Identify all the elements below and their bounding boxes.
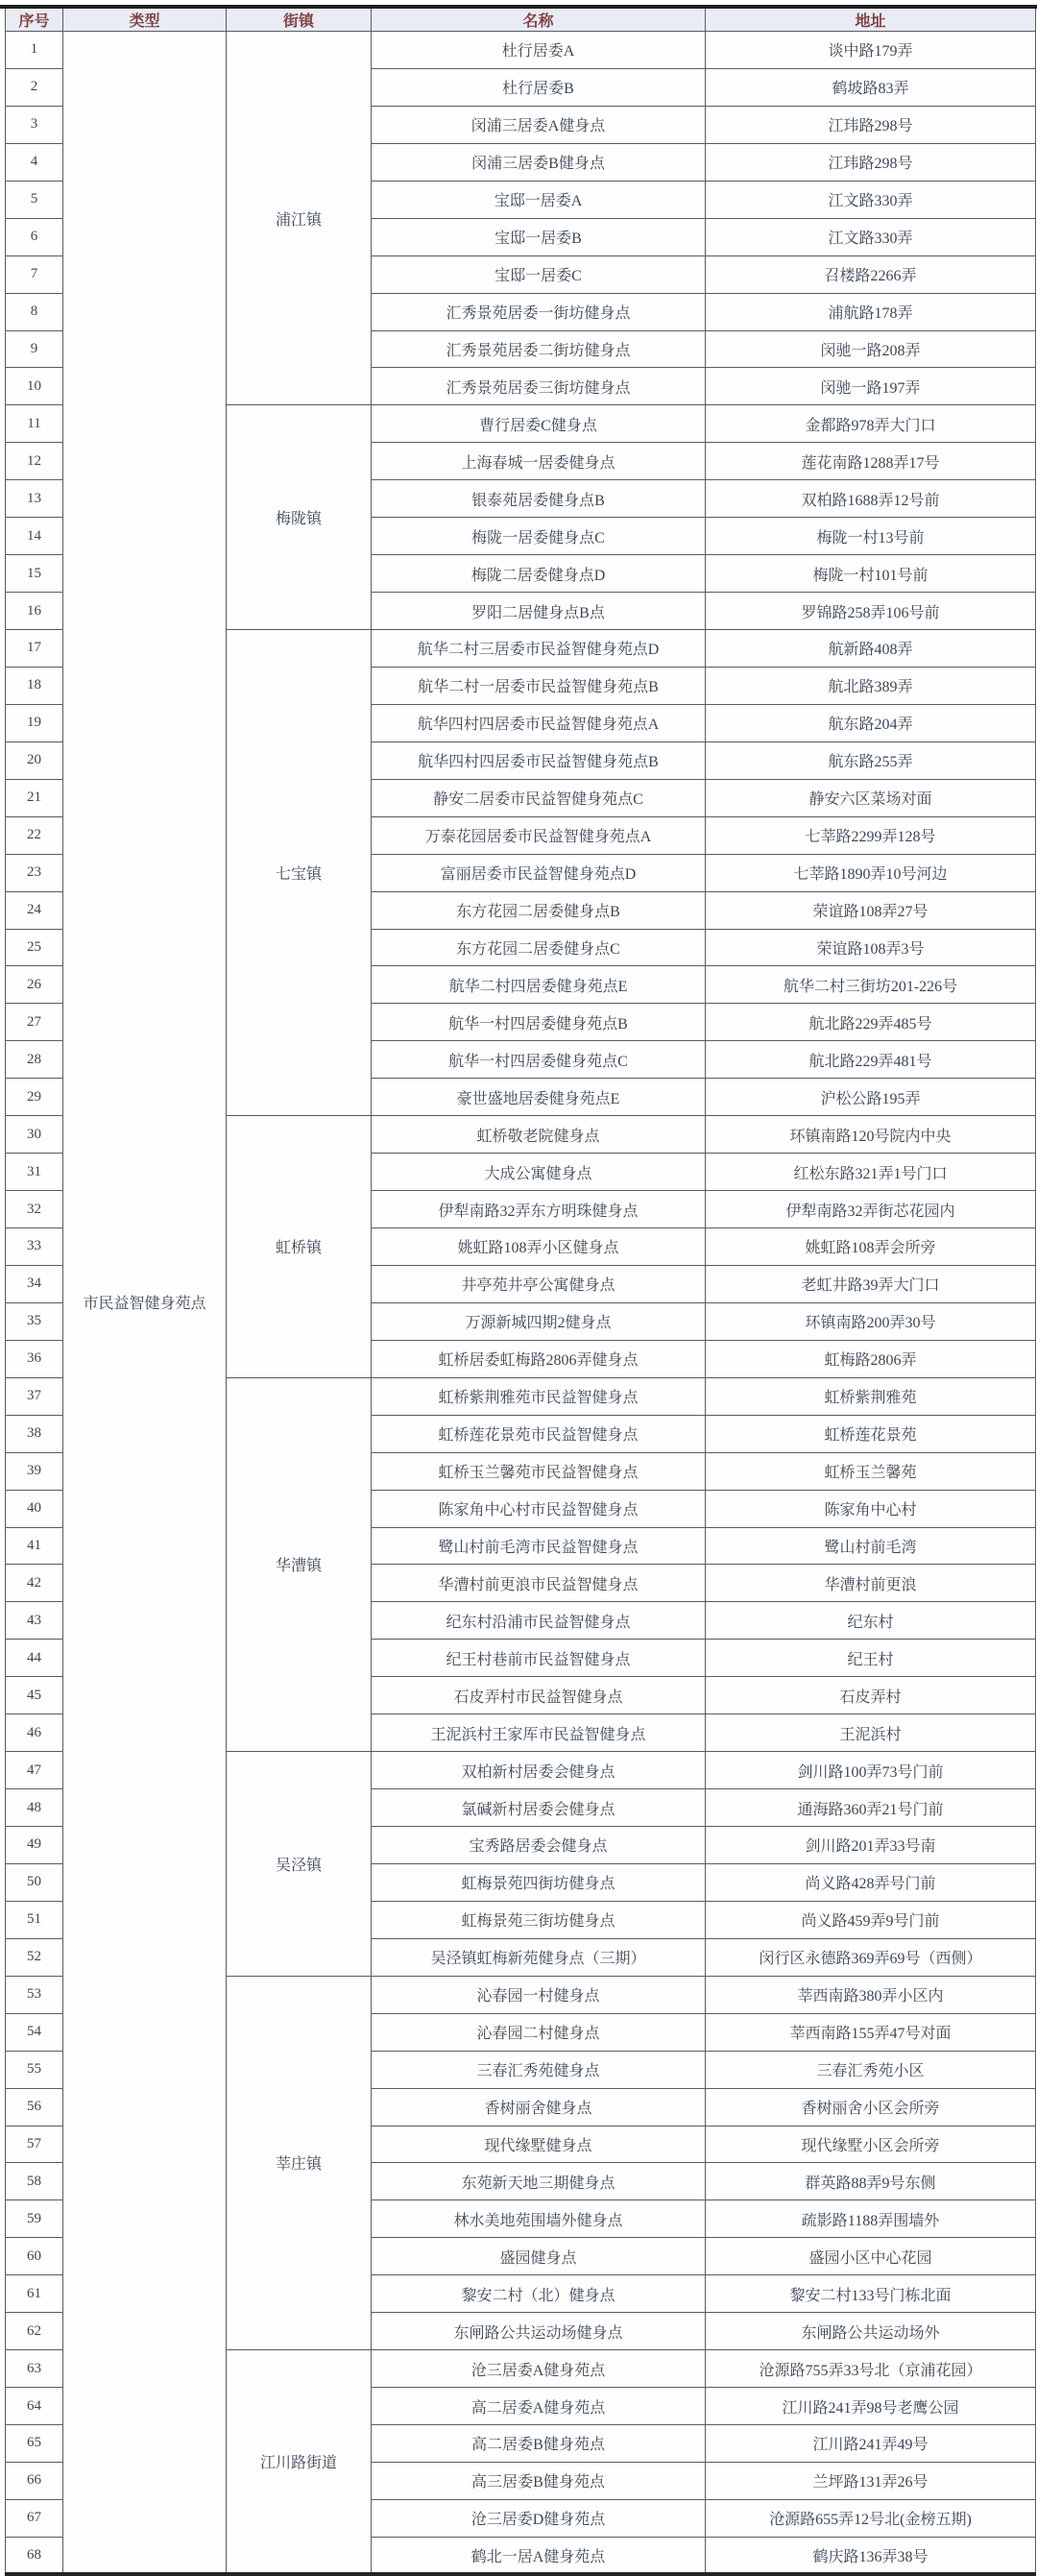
site-name-cell: 伊犁南路32弄东方明珠健身点 bbox=[372, 1191, 706, 1228]
site-name-cell: 高三居委B健身苑点 bbox=[372, 2462, 706, 2499]
site-address-cell: 江川路241弄49号 bbox=[706, 2425, 1036, 2463]
site-name-cell: 吴泾镇虹梅新苑健身点（三期） bbox=[372, 1938, 706, 1976]
site-address-cell: 金都路978弄大门口 bbox=[706, 405, 1036, 443]
row-number-cell: 50 bbox=[6, 1863, 63, 1901]
site-address-cell: 航北路389弄 bbox=[706, 667, 1036, 704]
site-address-cell: 石皮弄村 bbox=[706, 1677, 1036, 1714]
site-name-cell: 石皮弄村市民益智健身点 bbox=[372, 1677, 706, 1714]
site-name-cell: 沧三居委A健身苑点 bbox=[372, 2350, 706, 2388]
site-address-cell: 黎安二村133号门栋北面 bbox=[706, 2275, 1036, 2313]
site-name-cell: 鹭山村前毛湾市民益智健身点 bbox=[372, 1527, 706, 1565]
site-name-cell: 梅陇一居委健身点C bbox=[372, 518, 706, 555]
site-address-cell: 静安六区菜场对面 bbox=[706, 779, 1036, 816]
row-number-cell: 67 bbox=[6, 2499, 63, 2537]
row-number-cell: 52 bbox=[6, 1938, 63, 1976]
site-name-cell: 虹梅景苑四街坊健身点 bbox=[372, 1863, 706, 1901]
site-name-cell: 航华四村四居委市民益智健身苑点A bbox=[372, 704, 706, 741]
site-name-cell: 万源新城四期2健身点 bbox=[372, 1302, 706, 1340]
site-name-cell: 东方花园二居委健身点C bbox=[372, 929, 706, 966]
site-name-cell: 盛园健身点 bbox=[372, 2238, 706, 2275]
site-address-cell: 尚义路428弄号门前 bbox=[706, 1863, 1036, 1901]
row-number-cell: 64 bbox=[6, 2388, 63, 2425]
row-number-cell: 41 bbox=[6, 1527, 63, 1565]
row-number-cell: 65 bbox=[6, 2425, 63, 2463]
site-name-cell: 罗阳二居健身点B点 bbox=[372, 593, 706, 630]
row-number-cell: 28 bbox=[6, 1041, 63, 1079]
row-number-cell: 26 bbox=[6, 966, 63, 1004]
site-address-cell: 荣谊路108弄3号 bbox=[706, 929, 1036, 966]
row-number-cell: 57 bbox=[6, 2126, 63, 2163]
site-address-cell: 梅陇一村101号前 bbox=[706, 555, 1036, 593]
row-number-cell: 66 bbox=[6, 2462, 63, 2499]
table-body bbox=[6, 32, 1036, 2575]
site-address-cell: 虹桥紫荆雅苑 bbox=[706, 1377, 1036, 1415]
site-name-cell: 东闸路公共运动场健身点 bbox=[372, 2313, 706, 2350]
row-number-cell: 27 bbox=[6, 1004, 63, 1041]
site-name-cell: 宝邸一居委C bbox=[372, 255, 706, 293]
site-address-cell: 兰坪路131弄26号 bbox=[706, 2462, 1036, 2499]
column-header-town: 街镇 bbox=[227, 9, 372, 32]
site-address-cell: 纪东村 bbox=[706, 1602, 1036, 1640]
table-row bbox=[6, 32, 1036, 69]
column-header-address: 地址 bbox=[706, 9, 1036, 32]
row-number-cell: 62 bbox=[6, 2313, 63, 2350]
site-address-cell: 陈家角中心村 bbox=[706, 1490, 1036, 1527]
site-name-cell: 双柏新村居委会健身点 bbox=[372, 1752, 706, 1789]
column-header-type: 类型 bbox=[63, 9, 227, 32]
row-number-cell: 32 bbox=[6, 1191, 63, 1228]
row-number-cell: 49 bbox=[6, 1827, 63, 1864]
site-name-cell: 东方花园二居委健身点B bbox=[372, 891, 706, 929]
site-address-cell: 罗锦路258弄106号前 bbox=[706, 593, 1036, 630]
site-address-cell: 江文路330弄 bbox=[706, 181, 1036, 218]
site-address-cell: 航华二村三街坊201-226号 bbox=[706, 966, 1036, 1004]
site-address-cell: 东闸路公共运动场外 bbox=[706, 2313, 1036, 2350]
row-number-cell: 30 bbox=[6, 1116, 63, 1154]
row-number-cell: 2 bbox=[6, 68, 63, 106]
site-address-cell: 闵驰一路208弄 bbox=[706, 330, 1036, 368]
site-name-cell: 三春汇秀苑健身点 bbox=[372, 2051, 706, 2088]
site-address-cell: 浦航路178弄 bbox=[706, 293, 1036, 330]
site-address-cell: 王泥浜村 bbox=[706, 1714, 1036, 1752]
row-number-cell: 61 bbox=[6, 2275, 63, 2313]
site-address-cell: 香树丽舍小区会所旁 bbox=[706, 2088, 1036, 2126]
site-address-cell: 双柏路1688弄12号前 bbox=[706, 480, 1036, 518]
site-address-cell: 航东路204弄 bbox=[706, 704, 1036, 741]
row-number-cell: 45 bbox=[6, 1677, 63, 1714]
site-address-cell: 剑川路201弄33号南 bbox=[706, 1827, 1036, 1864]
row-number-cell: 6 bbox=[6, 218, 63, 255]
site-name-cell: 华漕村前更浪市民益智健身点 bbox=[372, 1565, 706, 1602]
row-number-cell: 10 bbox=[6, 368, 63, 405]
site-name-cell: 虹桥敬老院健身点 bbox=[372, 1116, 706, 1154]
site-name-cell: 豪世盛地居委健身苑点E bbox=[372, 1079, 706, 1116]
site-address-cell: 江川路241弄98号老鹰公园 bbox=[706, 2388, 1036, 2425]
site-name-cell: 银泰苑居委健身点B bbox=[372, 480, 706, 518]
site-address-cell: 盛园小区中心花园 bbox=[706, 2238, 1036, 2275]
row-number-cell: 31 bbox=[6, 1154, 63, 1191]
site-name-cell: 汇秀景苑居委一街坊健身点 bbox=[372, 293, 706, 330]
site-address-cell: 莘西南路380弄小区内 bbox=[706, 1976, 1036, 2013]
site-name-cell: 航华四村四居委市民益智健身苑点B bbox=[372, 741, 706, 779]
row-number-cell: 19 bbox=[6, 704, 63, 741]
site-name-cell: 梅陇二居委健身点D bbox=[372, 555, 706, 593]
site-name-cell: 航华一村四居委健身苑点B bbox=[372, 1004, 706, 1041]
site-address-cell: 姚虹路108弄会所旁 bbox=[706, 1228, 1036, 1266]
row-number-cell: 58 bbox=[6, 2163, 63, 2200]
site-name-cell: 虹桥玉兰馨苑市民益智健身点 bbox=[372, 1452, 706, 1490]
site-address-cell: 老虹井路39弄大门口 bbox=[706, 1265, 1036, 1302]
site-name-cell: 闵浦三居委A健身点 bbox=[372, 106, 706, 143]
site-address-cell: 虹桥玉兰馨苑 bbox=[706, 1452, 1036, 1490]
row-number-cell: 14 bbox=[6, 518, 63, 555]
site-address-cell: 鹤坡路83弄 bbox=[706, 68, 1036, 106]
row-number-cell: 12 bbox=[6, 443, 63, 480]
site-address-cell: 环镇南路200弄30号 bbox=[706, 1302, 1036, 1340]
site-name-cell: 高二居委B健身苑点 bbox=[372, 2425, 706, 2463]
town-cell: 浦江镇 bbox=[227, 32, 372, 405]
site-name-cell: 陈家角中心村市民益智健身点 bbox=[372, 1490, 706, 1527]
row-number-cell: 39 bbox=[6, 1452, 63, 1490]
site-name-cell: 万泰花园居委市民益智健身苑点A bbox=[372, 816, 706, 854]
row-number-cell: 68 bbox=[6, 2537, 63, 2574]
site-address-cell: 纪王村 bbox=[706, 1640, 1036, 1677]
row-number-cell: 59 bbox=[6, 2200, 63, 2238]
site-address-cell: 三春汇秀苑小区 bbox=[706, 2051, 1036, 2088]
site-address-cell: 现代缘墅小区会所旁 bbox=[706, 2126, 1036, 2163]
site-name-cell: 宝邸一居委B bbox=[372, 218, 706, 255]
site-address-cell: 莘西南路155弄47号对面 bbox=[706, 2013, 1036, 2051]
site-name-cell: 东苑新天地三期健身点 bbox=[372, 2163, 706, 2200]
site-address-cell: 沧源路755弄33号北（京浦花园） bbox=[706, 2350, 1036, 2388]
site-name-cell: 富丽居委市民益智健身苑点D bbox=[372, 854, 706, 891]
row-number-cell: 60 bbox=[6, 2238, 63, 2275]
row-number-cell: 17 bbox=[6, 630, 63, 668]
row-number-cell: 56 bbox=[6, 2088, 63, 2126]
site-address-cell: 虹桥莲花景苑 bbox=[706, 1415, 1036, 1452]
row-number-cell: 40 bbox=[6, 1490, 63, 1527]
row-number-cell: 38 bbox=[6, 1415, 63, 1452]
row-number-cell: 44 bbox=[6, 1640, 63, 1677]
site-name-cell: 鹤北一居A健身苑点 bbox=[372, 2537, 706, 2574]
site-address-cell: 谈中路179弄 bbox=[706, 32, 1036, 69]
site-address-cell: 航新路408弄 bbox=[706, 630, 1036, 668]
row-number-cell: 23 bbox=[6, 854, 63, 891]
row-number-cell: 54 bbox=[6, 2013, 63, 2051]
site-address-cell: 闵驰一路197弄 bbox=[706, 368, 1036, 405]
column-header-name: 名称 bbox=[372, 9, 706, 32]
row-number-cell: 36 bbox=[6, 1340, 63, 1377]
site-address-cell: 江玮路298号 bbox=[706, 106, 1036, 143]
row-number-cell: 42 bbox=[6, 1565, 63, 1602]
row-number-cell: 25 bbox=[6, 929, 63, 966]
site-address-cell: 鹭山村前毛湾 bbox=[706, 1527, 1036, 1565]
site-address-cell: 伊犁南路32弄街芯花园内 bbox=[706, 1191, 1036, 1228]
town-cell: 莘庄镇 bbox=[227, 1976, 372, 2349]
site-address-cell: 航北路229弄481号 bbox=[706, 1041, 1036, 1079]
site-name-cell: 沁春园二村健身点 bbox=[372, 2013, 706, 2051]
row-number-cell: 24 bbox=[6, 891, 63, 929]
site-name-cell: 航华二村一居委市民益智健身苑点B bbox=[372, 667, 706, 704]
site-address-cell: 航东路255弄 bbox=[706, 741, 1036, 779]
row-number-cell: 5 bbox=[6, 181, 63, 218]
site-address-cell: 沧源路655弄12号北(金榜五期) bbox=[706, 2499, 1036, 2537]
row-number-cell: 43 bbox=[6, 1602, 63, 1640]
site-name-cell: 航华二村四居委健身苑点E bbox=[372, 966, 706, 1004]
row-number-cell: 53 bbox=[6, 1976, 63, 2013]
row-number-cell: 21 bbox=[6, 779, 63, 816]
site-address-cell: 沪松公路195弄 bbox=[706, 1079, 1036, 1116]
site-address-cell: 莲花南路1288弄17号 bbox=[706, 443, 1036, 480]
row-number-cell: 35 bbox=[6, 1302, 63, 1340]
row-number-cell: 46 bbox=[6, 1714, 63, 1752]
site-address-cell: 召楼路2266弄 bbox=[706, 255, 1036, 293]
site-name-cell: 黎安二村（北）健身点 bbox=[372, 2275, 706, 2313]
row-number-cell: 37 bbox=[6, 1377, 63, 1415]
row-number-cell: 33 bbox=[6, 1228, 63, 1266]
site-address-cell: 群英路88弄9号东侧 bbox=[706, 2163, 1036, 2200]
site-name-cell: 宝秀路居委会健身点 bbox=[372, 1827, 706, 1864]
site-address-cell: 鹤庆路136弄38号 bbox=[706, 2537, 1036, 2574]
row-number-cell: 13 bbox=[6, 480, 63, 518]
site-name-cell: 航华一村四居委健身苑点C bbox=[372, 1041, 706, 1079]
site-name-cell: 杜行居委B bbox=[372, 68, 706, 106]
row-number-cell: 8 bbox=[6, 293, 63, 330]
site-address-cell: 江玮路298号 bbox=[706, 143, 1036, 181]
header-row bbox=[6, 9, 1036, 32]
town-cell: 虹桥镇 bbox=[227, 1116, 372, 1378]
site-name-cell: 闵浦三居委B健身点 bbox=[372, 143, 706, 181]
site-name-cell: 大成公寓健身点 bbox=[372, 1154, 706, 1191]
site-name-cell: 姚虹路108弄小区健身点 bbox=[372, 1228, 706, 1266]
site-name-cell: 虹桥莲花景苑市民益智健身点 bbox=[372, 1415, 706, 1452]
site-address-cell: 航北路229弄485号 bbox=[706, 1004, 1036, 1041]
site-name-cell: 上海春城一居委健身点 bbox=[372, 443, 706, 480]
site-name-cell: 虹桥居委虹梅路2806弄健身点 bbox=[372, 1340, 706, 1377]
row-number-cell: 51 bbox=[6, 1901, 63, 1938]
site-address-cell: 虹梅路2806弄 bbox=[706, 1340, 1036, 1377]
site-name-cell: 沧三居委D健身苑点 bbox=[372, 2499, 706, 2537]
row-number-cell: 55 bbox=[6, 2051, 63, 2088]
site-name-cell: 航华二村三居委市民益智健身苑点D bbox=[372, 630, 706, 668]
site-address-cell: 七莘路2299弄128号 bbox=[706, 816, 1036, 854]
site-name-cell: 虹梅景苑三街坊健身点 bbox=[372, 1901, 706, 1938]
site-address-cell: 华漕村前更浪 bbox=[706, 1565, 1036, 1602]
site-name-cell: 纪王村巷前市民益智健身点 bbox=[372, 1640, 706, 1677]
site-name-cell: 氯碱新村居委会健身点 bbox=[372, 1789, 706, 1827]
row-number-cell: 9 bbox=[6, 330, 63, 368]
row-number-cell: 11 bbox=[6, 405, 63, 443]
site-address-cell: 梅陇一村13号前 bbox=[706, 518, 1036, 555]
row-number-cell: 20 bbox=[6, 741, 63, 779]
row-number-cell: 15 bbox=[6, 555, 63, 593]
site-name-cell: 王泥浜村王家厍市民益智健身点 bbox=[372, 1714, 706, 1752]
town-cell: 吴泾镇 bbox=[227, 1752, 372, 1977]
town-cell: 七宝镇 bbox=[227, 630, 372, 1116]
site-address-cell: 七莘路1890弄10号河边 bbox=[706, 854, 1036, 891]
site-address-cell: 通海路360弄21号门前 bbox=[706, 1789, 1036, 1827]
site-name-cell: 香树丽舍健身点 bbox=[372, 2088, 706, 2126]
row-number-cell: 29 bbox=[6, 1079, 63, 1116]
site-address-cell: 红松东路321弄1号门口 bbox=[706, 1154, 1036, 1191]
site-name-cell: 林水美地苑围墙外健身点 bbox=[372, 2200, 706, 2238]
site-name-cell: 杜行居委A bbox=[372, 32, 706, 69]
site-name-cell: 静安二居委市民益智健身苑点C bbox=[372, 779, 706, 816]
site-address-cell: 荣谊路108弄27号 bbox=[706, 891, 1036, 929]
site-address-cell: 闵行区永德路369弄69号（西侧） bbox=[706, 1938, 1036, 1976]
row-number-cell: 34 bbox=[6, 1265, 63, 1302]
site-name-cell: 宝邸一居委A bbox=[372, 181, 706, 218]
site-name-cell: 井亭苑井亭公寓健身点 bbox=[372, 1265, 706, 1302]
site-name-cell: 现代缘墅健身点 bbox=[372, 2126, 706, 2163]
row-number-cell: 3 bbox=[6, 106, 63, 143]
site-name-cell: 汇秀景苑居委三街坊健身点 bbox=[372, 368, 706, 405]
site-name-cell: 高二居委A健身苑点 bbox=[372, 2388, 706, 2425]
row-number-cell: 1 bbox=[6, 32, 63, 69]
site-name-cell: 汇秀景苑居委二街坊健身点 bbox=[372, 330, 706, 368]
site-address-cell: 疏影路1188弄围墙外 bbox=[706, 2200, 1036, 2238]
row-number-cell: 7 bbox=[6, 255, 63, 293]
town-cell: 江川路街道 bbox=[227, 2350, 372, 2575]
site-address-cell: 江文路330弄 bbox=[706, 218, 1036, 255]
site-name-cell: 虹桥紫荆雅苑市民益智健身点 bbox=[372, 1377, 706, 1415]
row-number-cell: 22 bbox=[6, 816, 63, 854]
site-address-cell: 剑川路100弄73号门前 bbox=[706, 1752, 1036, 1789]
type-cell: 市民益智健身苑点 bbox=[63, 32, 227, 2575]
town-cell: 华漕镇 bbox=[227, 1377, 372, 1751]
column-header-index: 序号 bbox=[6, 9, 63, 32]
row-number-cell: 63 bbox=[6, 2350, 63, 2388]
site-address-cell: 尚义路459弄9号门前 bbox=[706, 1901, 1036, 1938]
site-address-cell: 环镇南路120号院内中央 bbox=[706, 1116, 1036, 1154]
town-cell: 梅陇镇 bbox=[227, 405, 372, 630]
row-number-cell: 47 bbox=[6, 1752, 63, 1789]
fitness-points-table bbox=[5, 9, 1036, 2576]
row-number-cell: 4 bbox=[6, 143, 63, 181]
row-number-cell: 18 bbox=[6, 667, 63, 704]
site-name-cell: 曹行居委C健身点 bbox=[372, 405, 706, 443]
row-number-cell: 16 bbox=[6, 593, 63, 630]
site-name-cell: 纪东村沿浦市民益智健身点 bbox=[372, 1602, 706, 1640]
site-name-cell: 沁春园一村健身点 bbox=[372, 1976, 706, 2013]
row-number-cell: 48 bbox=[6, 1789, 63, 1827]
